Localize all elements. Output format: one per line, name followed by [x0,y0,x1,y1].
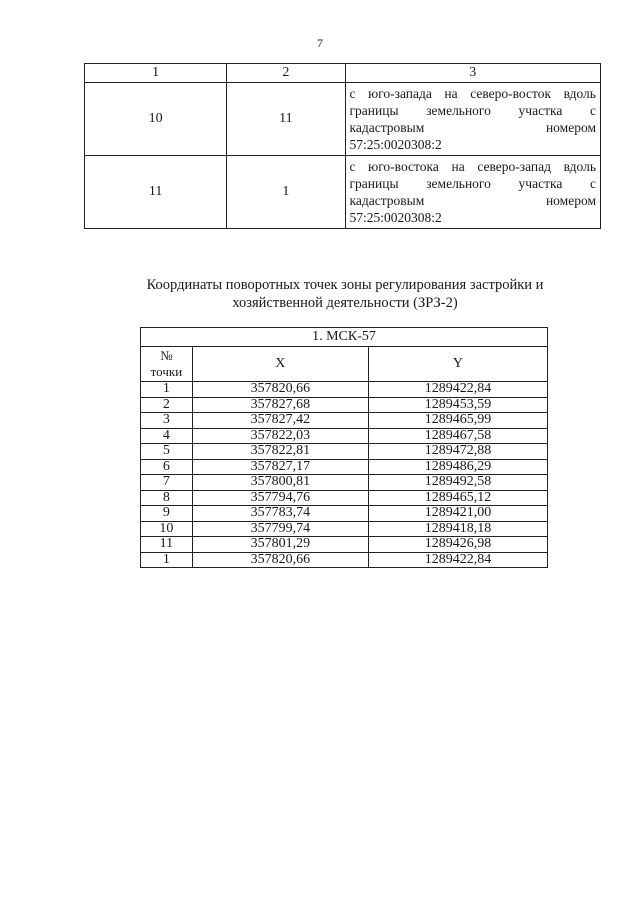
point-number-cell: 6 [141,459,193,475]
table-row [141,506,548,522]
description-line [350,175,596,192]
column-header-x: X [192,347,368,382]
table-row [141,397,548,413]
segment-description [345,83,600,156]
x-coordinate-cell: 357827,17 [192,459,368,475]
table-row [141,444,548,460]
table-row [141,459,548,475]
description-line: 57:25:0020308:2 [349,137,442,152]
description-word: северо-запад [477,159,551,174]
x-coordinate-cell: 357822,03 [192,428,368,444]
y-coordinate-cell: 1289465,12 [368,490,547,506]
y-coordinate-cell: 1289486,29 [368,459,547,475]
coordinates-title [0,276,640,312]
description-word: юго-востока [368,159,439,174]
point-number-cell: 1 [141,552,193,568]
description-line [350,158,596,175]
y-coordinate-cell: 1289492,58 [368,475,547,491]
x-coordinate-cell: 357783,74 [192,506,368,522]
description-word: вдоль [563,159,596,174]
description-word: с [349,86,356,101]
x-coordinate-cell: 357794,76 [192,490,368,506]
y-coordinate-cell: 1289421,00 [368,506,547,522]
table-row [85,83,601,156]
x-coordinate-cell: 357827,68 [192,397,368,413]
to-point: 11 [227,83,345,156]
y-coordinate-cell: 1289422,84 [368,382,547,398]
description-word: юго-запада [368,86,432,101]
column-header-point [141,347,193,382]
description-word: кадастровым [349,120,425,135]
column-header-point-line: № [160,348,173,363]
description-line: 57:25:0020308:2 [349,210,442,225]
description-word: на [451,159,465,174]
page-number: 7 [317,36,323,50]
coordinates-title-line: Координаты поворотных точек зоны регулирования застройки и [146,277,544,293]
description-word: с [349,159,356,174]
description-word: с [589,176,596,191]
y-coordinate-cell: 1289422,84 [368,552,547,568]
y-coordinate-cell: 1289418,18 [368,521,547,537]
point-number-cell: 9 [141,506,193,522]
description-line [350,192,596,209]
table-row [85,156,601,229]
y-coordinate-cell: 1289465,99 [368,413,547,429]
table-row [141,490,548,506]
x-coordinate-cell: 357820,66 [192,552,368,568]
segment-description [345,156,600,229]
column-header-description: 3 [345,64,600,83]
description-word: номером [545,193,596,208]
point-number-cell: 7 [141,475,193,491]
y-coordinate-cell: 1289453,59 [368,397,547,413]
table-row [141,537,548,553]
description-word: земельного [426,176,491,191]
point-number-cell: 11 [141,537,193,553]
table-row [141,521,548,537]
column-header-y: Y [368,347,547,382]
point-number-cell: 8 [141,490,193,506]
point-number-cell: 5 [141,444,193,460]
table-row [141,382,548,398]
description-word: с [589,103,596,118]
point-number-cell: 10 [141,521,193,537]
coordinate-system-label: 1. МСК-57 [141,328,548,347]
description-word: номером [545,120,596,135]
x-coordinate-cell: 357827,42 [192,413,368,429]
table-row [141,552,548,568]
point-number-cell: 3 [141,413,193,429]
description-word: границы [349,103,399,118]
x-coordinate-cell: 357800,81 [192,475,368,491]
description-word: северо-восток [470,86,552,101]
description-word: на [444,86,458,101]
coordinate-system-row [141,328,548,347]
table-header-row [85,64,601,83]
description-word: кадастровым [349,193,425,208]
column-header-point-line: точки [150,364,183,379]
to-point: 1 [227,156,345,229]
x-coordinate-cell: 357799,74 [192,521,368,537]
coordinates-table [140,327,548,568]
description-word: земельного [426,103,491,118]
description-line [350,102,596,119]
from-point: 10 [85,83,227,156]
y-coordinate-cell: 1289472,88 [368,444,547,460]
column-header-to: 2 [227,64,345,83]
description-line [350,119,596,136]
y-coordinate-cell: 1289426,98 [368,537,547,553]
description-word: вдоль [563,86,596,101]
x-coordinate-cell: 357822,81 [192,444,368,460]
y-coordinate-cell: 1289467,58 [368,428,547,444]
table-row [141,428,548,444]
description-line [350,85,596,102]
from-point: 11 [85,156,227,229]
segments-table [84,63,601,229]
x-coordinate-cell: 357801,29 [192,537,368,553]
table-header-row [141,347,548,382]
x-coordinate-cell: 357820,66 [192,382,368,398]
description-word: участка [518,176,563,191]
description-word: границы [349,176,399,191]
coordinates-table-body [141,382,548,568]
point-number-cell: 4 [141,428,193,444]
point-number-cell: 1 [141,382,193,398]
column-header-from: 1 [85,64,227,83]
coordinates-title-line: хозяйственной деятельности (ЗРЗ-2) [232,295,458,311]
table-row [141,475,548,491]
description-word: участка [518,103,563,118]
table-row [141,413,548,429]
point-number-cell: 2 [141,397,193,413]
